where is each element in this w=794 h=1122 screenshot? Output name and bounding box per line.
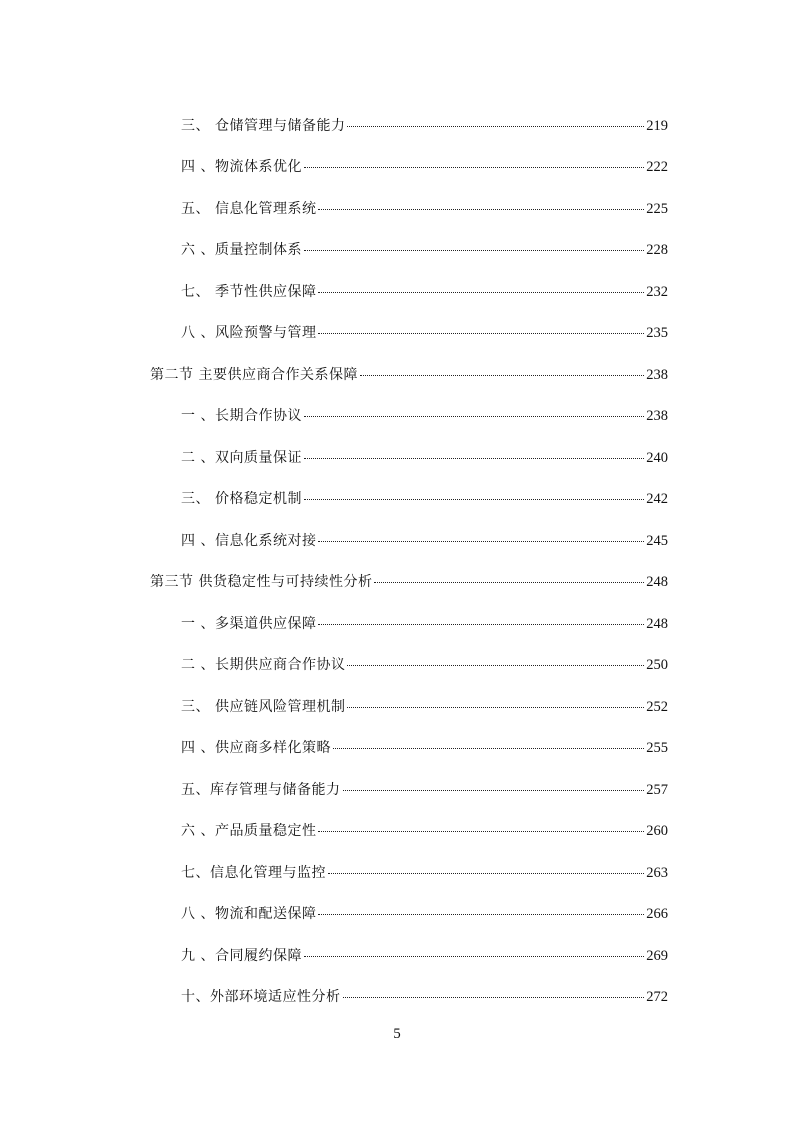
dot-leader <box>318 914 644 915</box>
toc-entry[interactable] <box>0 685 794 727</box>
toc-entry-page: 225 <box>646 200 668 217</box>
toc-entry-content <box>181 945 668 965</box>
toc-entry[interactable] <box>0 395 794 437</box>
toc-entry-label: 二 、长期供应商合作协议 <box>181 657 346 674</box>
toc-entry[interactable] <box>0 187 794 229</box>
toc-entry-label: 三、 供应链风险管理机制 <box>181 698 346 715</box>
toc-entry[interactable] <box>0 727 794 769</box>
toc-entry[interactable] <box>0 976 794 1018</box>
toc-entry-page: 228 <box>646 242 668 259</box>
toc-entry-label: 第三节 供货稳定性与可持续性分析 <box>150 574 373 591</box>
toc-entry-label: 七、信息化管理与监控 <box>181 864 326 881</box>
toc-entry-page: 222 <box>646 159 668 176</box>
toc-entry-content <box>181 862 668 882</box>
dot-leader <box>360 375 644 376</box>
toc-entry-label: 一 、多渠道供应保障 <box>181 615 317 632</box>
toc-entry[interactable] <box>0 934 794 976</box>
toc-entry-label: 五、 信息化管理系统 <box>181 200 317 217</box>
dot-leader <box>333 748 644 749</box>
toc-entry-label: 五、库存管理与储备能力 <box>181 781 341 798</box>
dot-leader <box>304 167 644 168</box>
toc-entry-label: 四 、供应商多样化策略 <box>181 740 331 757</box>
toc-entry[interactable] <box>0 436 794 478</box>
dot-leader <box>304 956 644 957</box>
dot-leader <box>318 624 644 625</box>
toc-entry-content <box>181 737 668 757</box>
toc-entry[interactable] <box>0 644 794 686</box>
toc-entry-page: 272 <box>646 989 668 1006</box>
toc-entry-content <box>181 239 668 259</box>
toc-entry-label: 二 、双向质量保证 <box>181 449 302 466</box>
toc-entry-label: 八 、风险预警与管理 <box>181 325 317 342</box>
toc-entry[interactable] <box>0 810 794 852</box>
toc-entry-page: 232 <box>646 283 668 300</box>
dot-leader <box>304 458 644 459</box>
table-of-contents <box>0 104 794 1017</box>
toc-entry-page: 219 <box>646 117 668 134</box>
toc-entry-label: 四 、物流体系优化 <box>181 159 302 176</box>
toc-entry[interactable] <box>0 478 794 520</box>
dot-leader <box>343 790 645 791</box>
toc-entry-page: 252 <box>646 698 668 715</box>
toc-entry[interactable] <box>0 519 794 561</box>
toc-entry-content <box>181 488 668 508</box>
dot-leader <box>347 126 644 127</box>
page-number: 5 <box>393 1026 401 1042</box>
toc-entry-label: 八 、物流和配送保障 <box>181 906 317 923</box>
dot-leader <box>318 541 644 542</box>
toc-entry-content <box>181 198 668 218</box>
dot-leader <box>318 831 644 832</box>
toc-entry-label: 六 、产品质量稳定性 <box>181 823 317 840</box>
toc-entry-label: 一 、长期合作协议 <box>181 408 302 425</box>
dot-leader <box>374 582 644 583</box>
toc-entry-page: 238 <box>646 366 668 383</box>
toc-entry-label: 四 、信息化系统对接 <box>181 532 317 549</box>
toc-entry-content <box>181 613 668 633</box>
toc-entry-content <box>181 115 668 135</box>
toc-entry-page: 260 <box>646 823 668 840</box>
dot-leader <box>318 209 644 210</box>
toc-entry-content <box>181 654 668 674</box>
dot-leader <box>318 333 644 334</box>
dot-leader <box>304 250 644 251</box>
toc-entry-page: 257 <box>646 781 668 798</box>
dot-leader <box>328 873 644 874</box>
toc-entry-content <box>181 156 668 176</box>
toc-entry-page: 240 <box>646 449 668 466</box>
toc-entry-page: 242 <box>646 491 668 508</box>
toc-entry-page: 266 <box>646 906 668 923</box>
toc-entry-label: 三、 仓储管理与储备能力 <box>181 117 346 134</box>
dot-leader <box>304 416 644 417</box>
toc-entry-page: 248 <box>646 615 668 632</box>
toc-entry-label: 六 、质量控制体系 <box>181 242 302 259</box>
toc-entry[interactable] <box>0 270 794 312</box>
toc-entry-page: 269 <box>646 947 668 964</box>
dot-leader <box>343 997 645 998</box>
toc-entry-label: 九 、合同履约保障 <box>181 947 302 964</box>
toc-entry[interactable] <box>0 312 794 354</box>
toc-entry-page: 238 <box>646 408 668 425</box>
toc-entry-content <box>181 696 668 716</box>
toc-entry-label: 三、 价格稳定机制 <box>181 491 302 508</box>
toc-entry[interactable] <box>0 104 794 146</box>
toc-section-entry[interactable] <box>0 561 794 603</box>
toc-entry-page: 235 <box>646 325 668 342</box>
toc-entry-page: 263 <box>646 864 668 881</box>
toc-entry-content <box>181 405 668 425</box>
toc-entry-content <box>181 779 668 799</box>
toc-entry[interactable] <box>0 851 794 893</box>
toc-entry[interactable] <box>0 893 794 935</box>
toc-entry-content <box>181 986 668 1006</box>
toc-entry-page: 250 <box>646 657 668 674</box>
toc-entry-content <box>181 903 668 923</box>
toc-entry[interactable] <box>0 602 794 644</box>
toc-entry-content <box>150 571 668 591</box>
toc-section-entry[interactable] <box>0 353 794 395</box>
toc-entry-content <box>181 530 668 550</box>
toc-entry-content <box>150 364 668 384</box>
toc-entry-label: 第二节 主要供应商合作关系保障 <box>150 366 358 383</box>
toc-entry-content <box>181 447 668 467</box>
toc-entry[interactable] <box>0 768 794 810</box>
toc-entry-content <box>181 322 668 342</box>
toc-entry-label: 七、 季节性供应保障 <box>181 283 317 300</box>
toc-entry[interactable] <box>0 146 794 188</box>
dot-leader <box>347 707 644 708</box>
toc-entry-label: 十、外部环境适应性分析 <box>181 989 341 1006</box>
toc-entry-page: 248 <box>646 574 668 591</box>
toc-entry-content <box>181 820 668 840</box>
toc-entry-page: 255 <box>646 740 668 757</box>
toc-entry[interactable] <box>0 229 794 271</box>
dot-leader <box>347 665 644 666</box>
toc-entry-content <box>181 281 668 301</box>
dot-leader <box>304 499 644 500</box>
toc-entry-page: 245 <box>646 532 668 549</box>
dot-leader <box>318 292 644 293</box>
